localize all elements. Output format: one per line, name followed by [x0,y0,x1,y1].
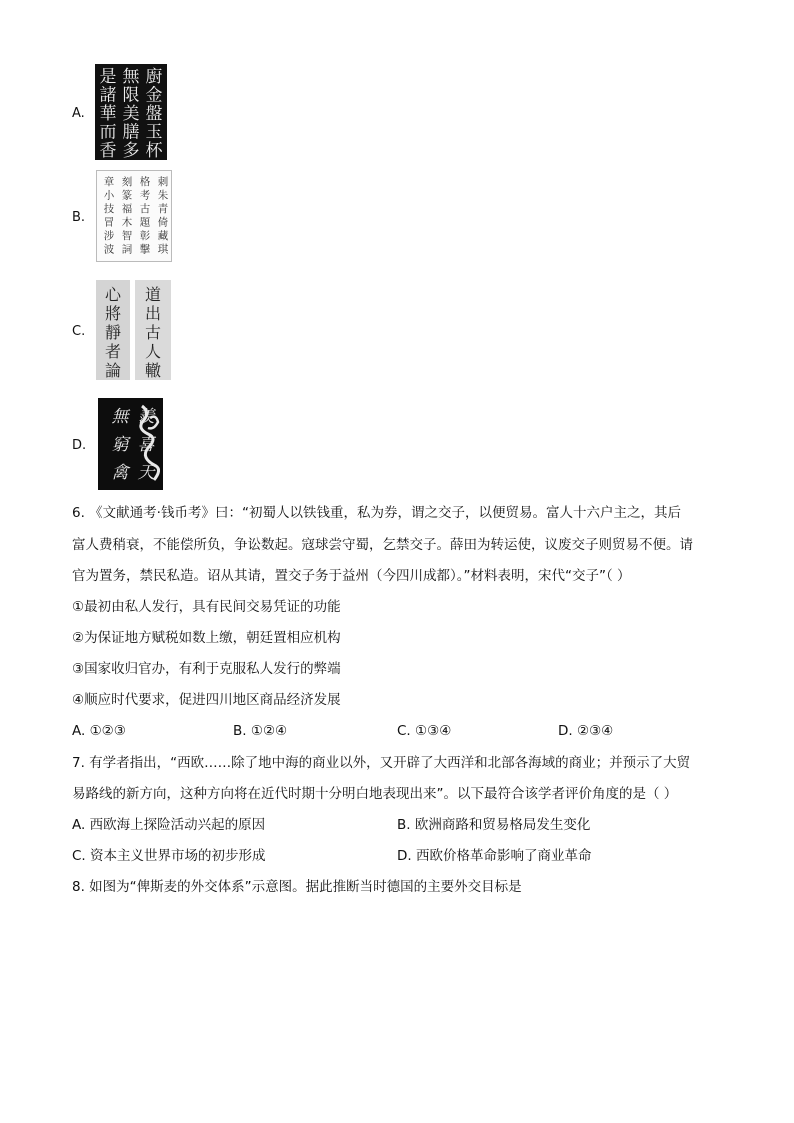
q7-stem-line-1: 7. 有学者指出，“西欧……除了地中海的商业以外，又开辟了大西洋和北部各海域的商业；并预示了大贸 [72,755,691,771]
calligraphy-char: 技 [103,203,115,215]
calligraphy-char: 冒 [103,216,115,229]
calligraphy-char: 限 [122,85,140,106]
q7-choice-d[interactable]: D. 西欧价格革命影响了商业革命 [397,848,592,864]
calligraphy-char: 論 [104,361,122,380]
calligraphy-char: 琪 [157,243,169,256]
q6-stem-line-2: 富人费稍衰，不能偿所负，争讼数起。寇球尝守蜀，乞禁交子。薛田为转运使，议废交子则贸易不便。请 [72,537,693,553]
calligraphy-char: 天 [137,463,155,483]
calligraphy-char: 廚 [145,67,163,87]
calligraphy-char: 無 [122,67,140,87]
calligraphy-char: 華 [99,104,117,124]
option-c-calligraphy [96,280,171,380]
calligraphy-char: 窮 [111,435,129,455]
calligraphy-char: 朱 [157,189,169,202]
calligraphy-char: 玉 [145,122,163,143]
q6-stem-line-1: 6. 《文献通考·钱币考》曰：“初蜀人以铁钱重，私为券，谓之交子，以便贸易。富人十六户主之，其后 [72,505,681,521]
calligraphy-char: 藏 [157,230,169,242]
option-d-calligraphy [98,398,163,490]
option-a-calligraphy [95,64,167,160]
calligraphy-char: 考 [139,189,151,202]
calligraphy-char: 美 [122,104,140,124]
calligraphy-char: 心 [104,285,122,304]
calligraphy-char: 盤 [145,104,163,124]
q7-choice-c[interactable]: C. 资本主义世界市场的初步形成 [72,848,266,864]
calligraphy-char: 涉 [103,230,115,242]
calligraphy-char: 羨 [137,407,155,427]
q7-choice-a[interactable]: A. 西欧海上探险活动兴起的原因 [72,817,266,833]
q6-choice-b[interactable]: B. ①②④ [233,723,288,739]
q7-choice-b[interactable]: B. 欧洲商路和贸易格局发生变化 [397,817,591,833]
calligraphy-char: 古 [144,323,162,342]
option-b-image [96,170,172,262]
option-d-image [98,398,163,490]
calligraphy-char: 智 [121,230,133,242]
calligraphy-char: 是 [99,67,117,87]
calligraphy-char: 道 [144,285,162,304]
q6-statement-1: ①最初由私人发行，具有民间交易凭证的功能 [72,599,341,615]
q6-statement-3: ③国家收归官办，有利于克服私人发行的弊端 [72,661,341,677]
option-c-label: C. [72,324,86,339]
calligraphy-char: 章 [103,176,115,188]
option-b-label: B. [72,210,86,225]
calligraphy-char: 喜 [137,435,155,455]
option-b-calligraphy [97,171,172,262]
q6-choice-c[interactable]: C. ①③④ [397,723,452,739]
q8-stem: 8. 如图为“俾斯麦的外交体系”示意图。据此推断当时德国的主要外交目标是 [72,879,522,895]
q6-statement-4: ④顺应时代要求，促进四川地区商品经济发展 [72,692,341,708]
calligraphy-char: 波 [103,243,115,256]
calligraphy-char: 靜 [104,323,122,342]
calligraphy-char: 膳 [122,122,140,143]
option-a-label: A. [72,106,85,121]
calligraphy-char: 杯 [145,141,163,160]
calligraphy-char: 無 [111,407,129,427]
calligraphy-char: 彰 [139,230,151,242]
q7-stem-line-2: 易路线的新方向，这种方向将在近代时期十分明白地表现出来”。以下最符合该学者评价角度的是（ ） [72,786,678,802]
option-d-label: D. [72,438,87,453]
calligraphy-char: 而 [99,122,117,143]
option-c-image [96,280,171,380]
calligraphy-char: 格 [139,176,151,188]
calligraphy-char: 詞 [121,243,133,256]
option-a-image [95,64,167,160]
calligraphy-char: 人 [144,342,162,361]
calligraphy-char: 禽 [111,463,129,483]
calligraphy-char: 福 [121,203,133,215]
q6-choice-d[interactable]: D. ②③④ [558,723,614,739]
calligraphy-char: 出 [144,304,162,323]
calligraphy-char: 諸 [99,85,117,106]
calligraphy-char: 青 [157,203,169,215]
q6-stem-line-3: 官为置务，禁民私造。诏从其请，置交子务于益州（今四川成都）。”材料表明，宋代“交子”（ ） [72,568,631,584]
calligraphy-char: 多 [122,141,140,160]
calligraphy-char: 倚 [157,216,169,229]
q6-statement-2: ②为保证地方赋税如数上缴，朝廷置相应机构 [72,630,341,646]
calligraphy-char: 轍 [144,361,162,380]
calligraphy-char: 將 [104,304,122,323]
calligraphy-char: 金 [145,85,163,106]
q6-choice-a[interactable]: A. ①②③ [72,723,126,739]
calligraphy-char: 香 [99,141,117,160]
calligraphy-char: 刻 [121,176,133,188]
calligraphy-char: 木 [121,216,133,229]
calligraphy-char: 者 [104,342,122,361]
calligraphy-char: 篆 [121,189,133,202]
calligraphy-char: 小 [103,189,115,202]
calligraphy-char: 擊 [139,243,151,256]
calligraphy-char: 刺 [157,176,169,188]
calligraphy-char: 古 [139,203,151,215]
calligraphy-char: 題 [139,216,151,229]
